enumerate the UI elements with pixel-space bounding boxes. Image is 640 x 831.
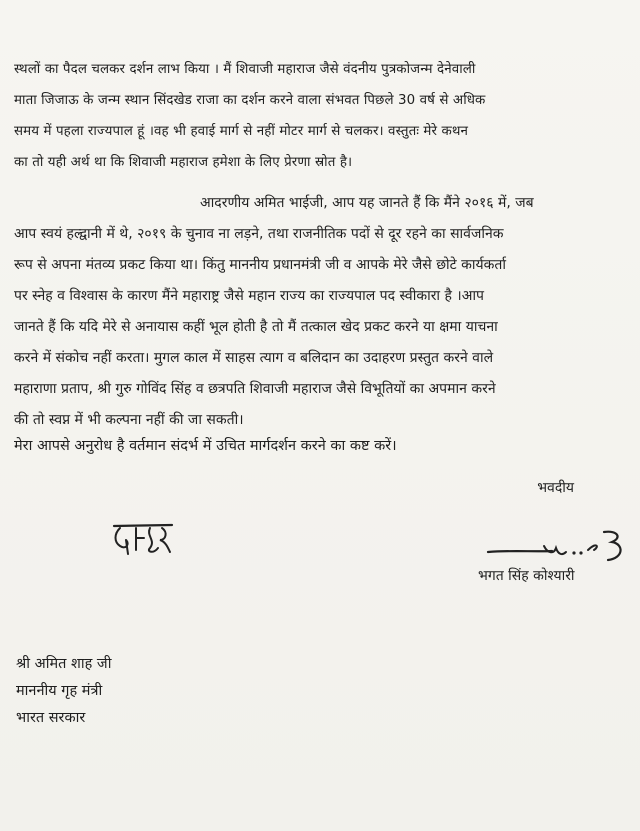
paragraph-2-line: जानते हैं कि यदि मेरे से अनायास कहीं भूल होती है तो मैं तत्काल खेद प्रकट करने या क्षमा याचना (14, 319, 498, 335)
paragraph-2-line: आदरणीय अमित भाईजी, आप यह जानते हैं कि मैंने २०१६ में, जब (200, 195, 534, 211)
paragraph-1-line: स्थलों का पैदल चलकर दर्शन लाभ किया । मैं शिवाजी महाराज जैसे वंदनीय पुत्रकोजन्म देनेवाली (14, 62, 476, 77)
paragraph-2 (14, 188, 628, 436)
handwritten-note-saadar (110, 520, 180, 558)
paragraph-1-line: का तो यही अर्थ था कि शिवाजी महाराज हमेशा के लिए प्रेरणा स्रोत है। (14, 155, 353, 170)
paragraph-1 (14, 54, 628, 178)
closing-salutation: भवदीय (537, 480, 574, 496)
signature (484, 528, 634, 566)
addressee-organization: भारत सरकार (16, 710, 86, 726)
paragraph-2-line: आप स्वयं हल्द्वानी में थे, २०१९ के चुनाव ना लड़ने, तथा राजनीतिक पदों से दूर रहने का सार्वजनिक (14, 226, 504, 242)
paragraph-2-line: महाराणा प्रताप, श्री गुरु गोविंद सिंह व छत्रपति शिवाजी महाराज जैसे विभूतियों का अपमान करने (14, 381, 496, 397)
paragraph-2-line: की तो स्वप्न में भी कल्पना नहीं की जा सकती। (14, 412, 244, 428)
paragraph-2-line: करने में संकोच नहीं करता। मुगल काल में साहस त्याग व बलिदान का उदाहरण प्रस्तुत करने वाले (14, 350, 494, 366)
paragraph-2-line: रूप से अपना मंतव्य प्रकट किया था। किंतु माननीय प्रधानमंत्री जी व आपके मेरे जैसे छोटे कार्यकर्ता (14, 257, 507, 273)
paragraph-1-line: समय में पहला राज्यपाल हूं ।वह भी हवाई मार्ग से नहीं मोटर मार्ग से चलकर। वस्तुतः मेरे कथन (14, 124, 469, 139)
addressee-block (16, 651, 111, 732)
addressee-designation: माननीय गृह मंत्री (16, 683, 103, 699)
addressee-name: श्री अमित शाह जी (16, 656, 112, 672)
signer-name: भगत सिंह कोश्यारी (478, 568, 575, 584)
paragraph-2-line: पर स्नेह व विश्वास के कारण मैंने महाराष्ट्र जैसे महान राज्य का राज्यपाल पद स्वीकारा है ।आप (14, 288, 484, 304)
paragraph-3: मेरा आपसे अनुरोध है वर्तमान संदर्भ में उचित मार्गदर्शन करने का कष्ट करें। (14, 438, 397, 454)
paragraph-1-line: माता जिजाऊ के जन्म स्थान सिंदखेड राजा का दर्शन करने वाला संभवत पिछले 30 वर्ष से अधिक (14, 93, 486, 108)
